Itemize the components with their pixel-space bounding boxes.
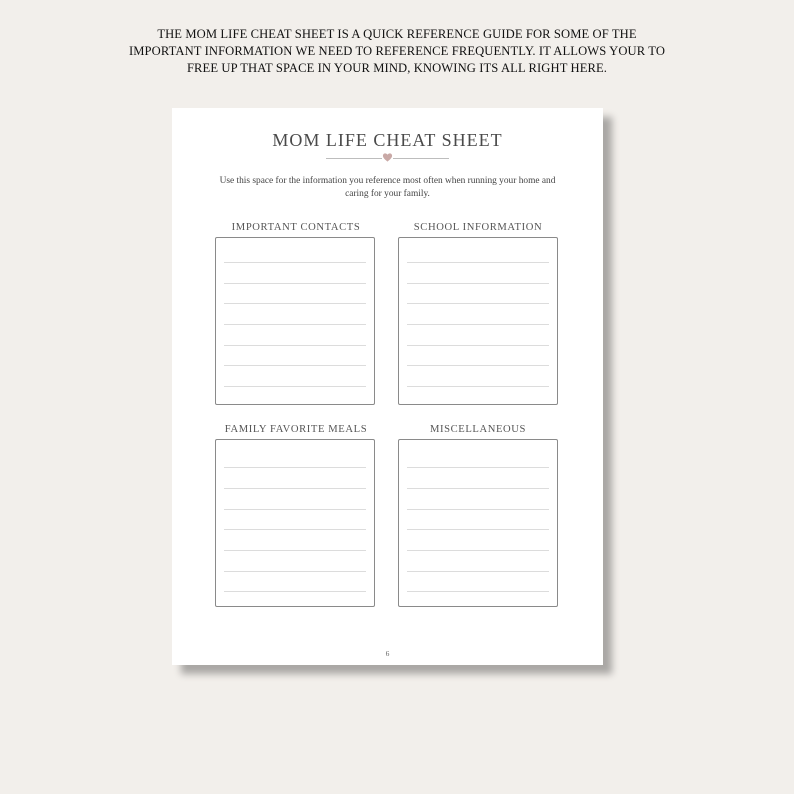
writing-line [407, 262, 549, 263]
writing-line [407, 591, 549, 592]
writing-line [224, 303, 366, 304]
page-number: 6 [385, 649, 390, 658]
school-information-box [398, 237, 558, 405]
writing-line [224, 509, 366, 510]
writing-line [407, 283, 549, 284]
worksheet-page [172, 108, 603, 665]
section-label-family-favorite-meals: FAMILY FAVORITE MEALS [224, 424, 368, 435]
writing-line [224, 345, 366, 346]
writing-line [407, 467, 549, 468]
section-label-miscellaneous: MISCELLANEOUS [429, 424, 527, 435]
heart-icon [382, 152, 393, 163]
page-title: MOM LIFE CHEAT SHEET [272, 130, 503, 150]
writing-line [224, 386, 366, 387]
writing-line [407, 509, 549, 510]
writing-line [224, 365, 366, 366]
writing-line [224, 550, 366, 551]
writing-line [407, 324, 549, 325]
writing-line [407, 529, 549, 530]
writing-line [224, 262, 366, 263]
writing-line [407, 386, 549, 387]
writing-line [224, 467, 366, 468]
writing-line [224, 529, 366, 530]
family-favorite-meals-box [215, 439, 375, 607]
page-description: Use this space for the information you reference most often when running your home and caring for your family. [219, 176, 556, 199]
writing-line [224, 571, 366, 572]
writing-line [224, 283, 366, 284]
writing-line [407, 571, 549, 572]
writing-line [224, 324, 366, 325]
writing-line [224, 591, 366, 592]
writing-line [224, 488, 366, 489]
writing-line [407, 365, 549, 366]
writing-line [407, 303, 549, 304]
section-label-important-contacts: IMPORTANT CONTACTS [231, 222, 361, 233]
writing-line [407, 345, 549, 346]
section-label-school-information: SCHOOL INFORMATION [413, 222, 543, 233]
intro-text: THE MOM LIFE CHEAT SHEET IS A QUICK REFERENCE GUIDE FOR SOME OF THE IMPORTANT INFORMATION WE NEED TO REFERENCE FREQUENTLY. IT ALLOWS YOUR TO FREE UP THAT SPACE IN YOUR MIND, KNOWING ITS ALL RIGHT HERE. [128, 27, 666, 75]
writing-line [407, 550, 549, 551]
miscellaneous-box [398, 439, 558, 607]
writing-line [407, 488, 549, 489]
important-contacts-box [215, 237, 375, 405]
